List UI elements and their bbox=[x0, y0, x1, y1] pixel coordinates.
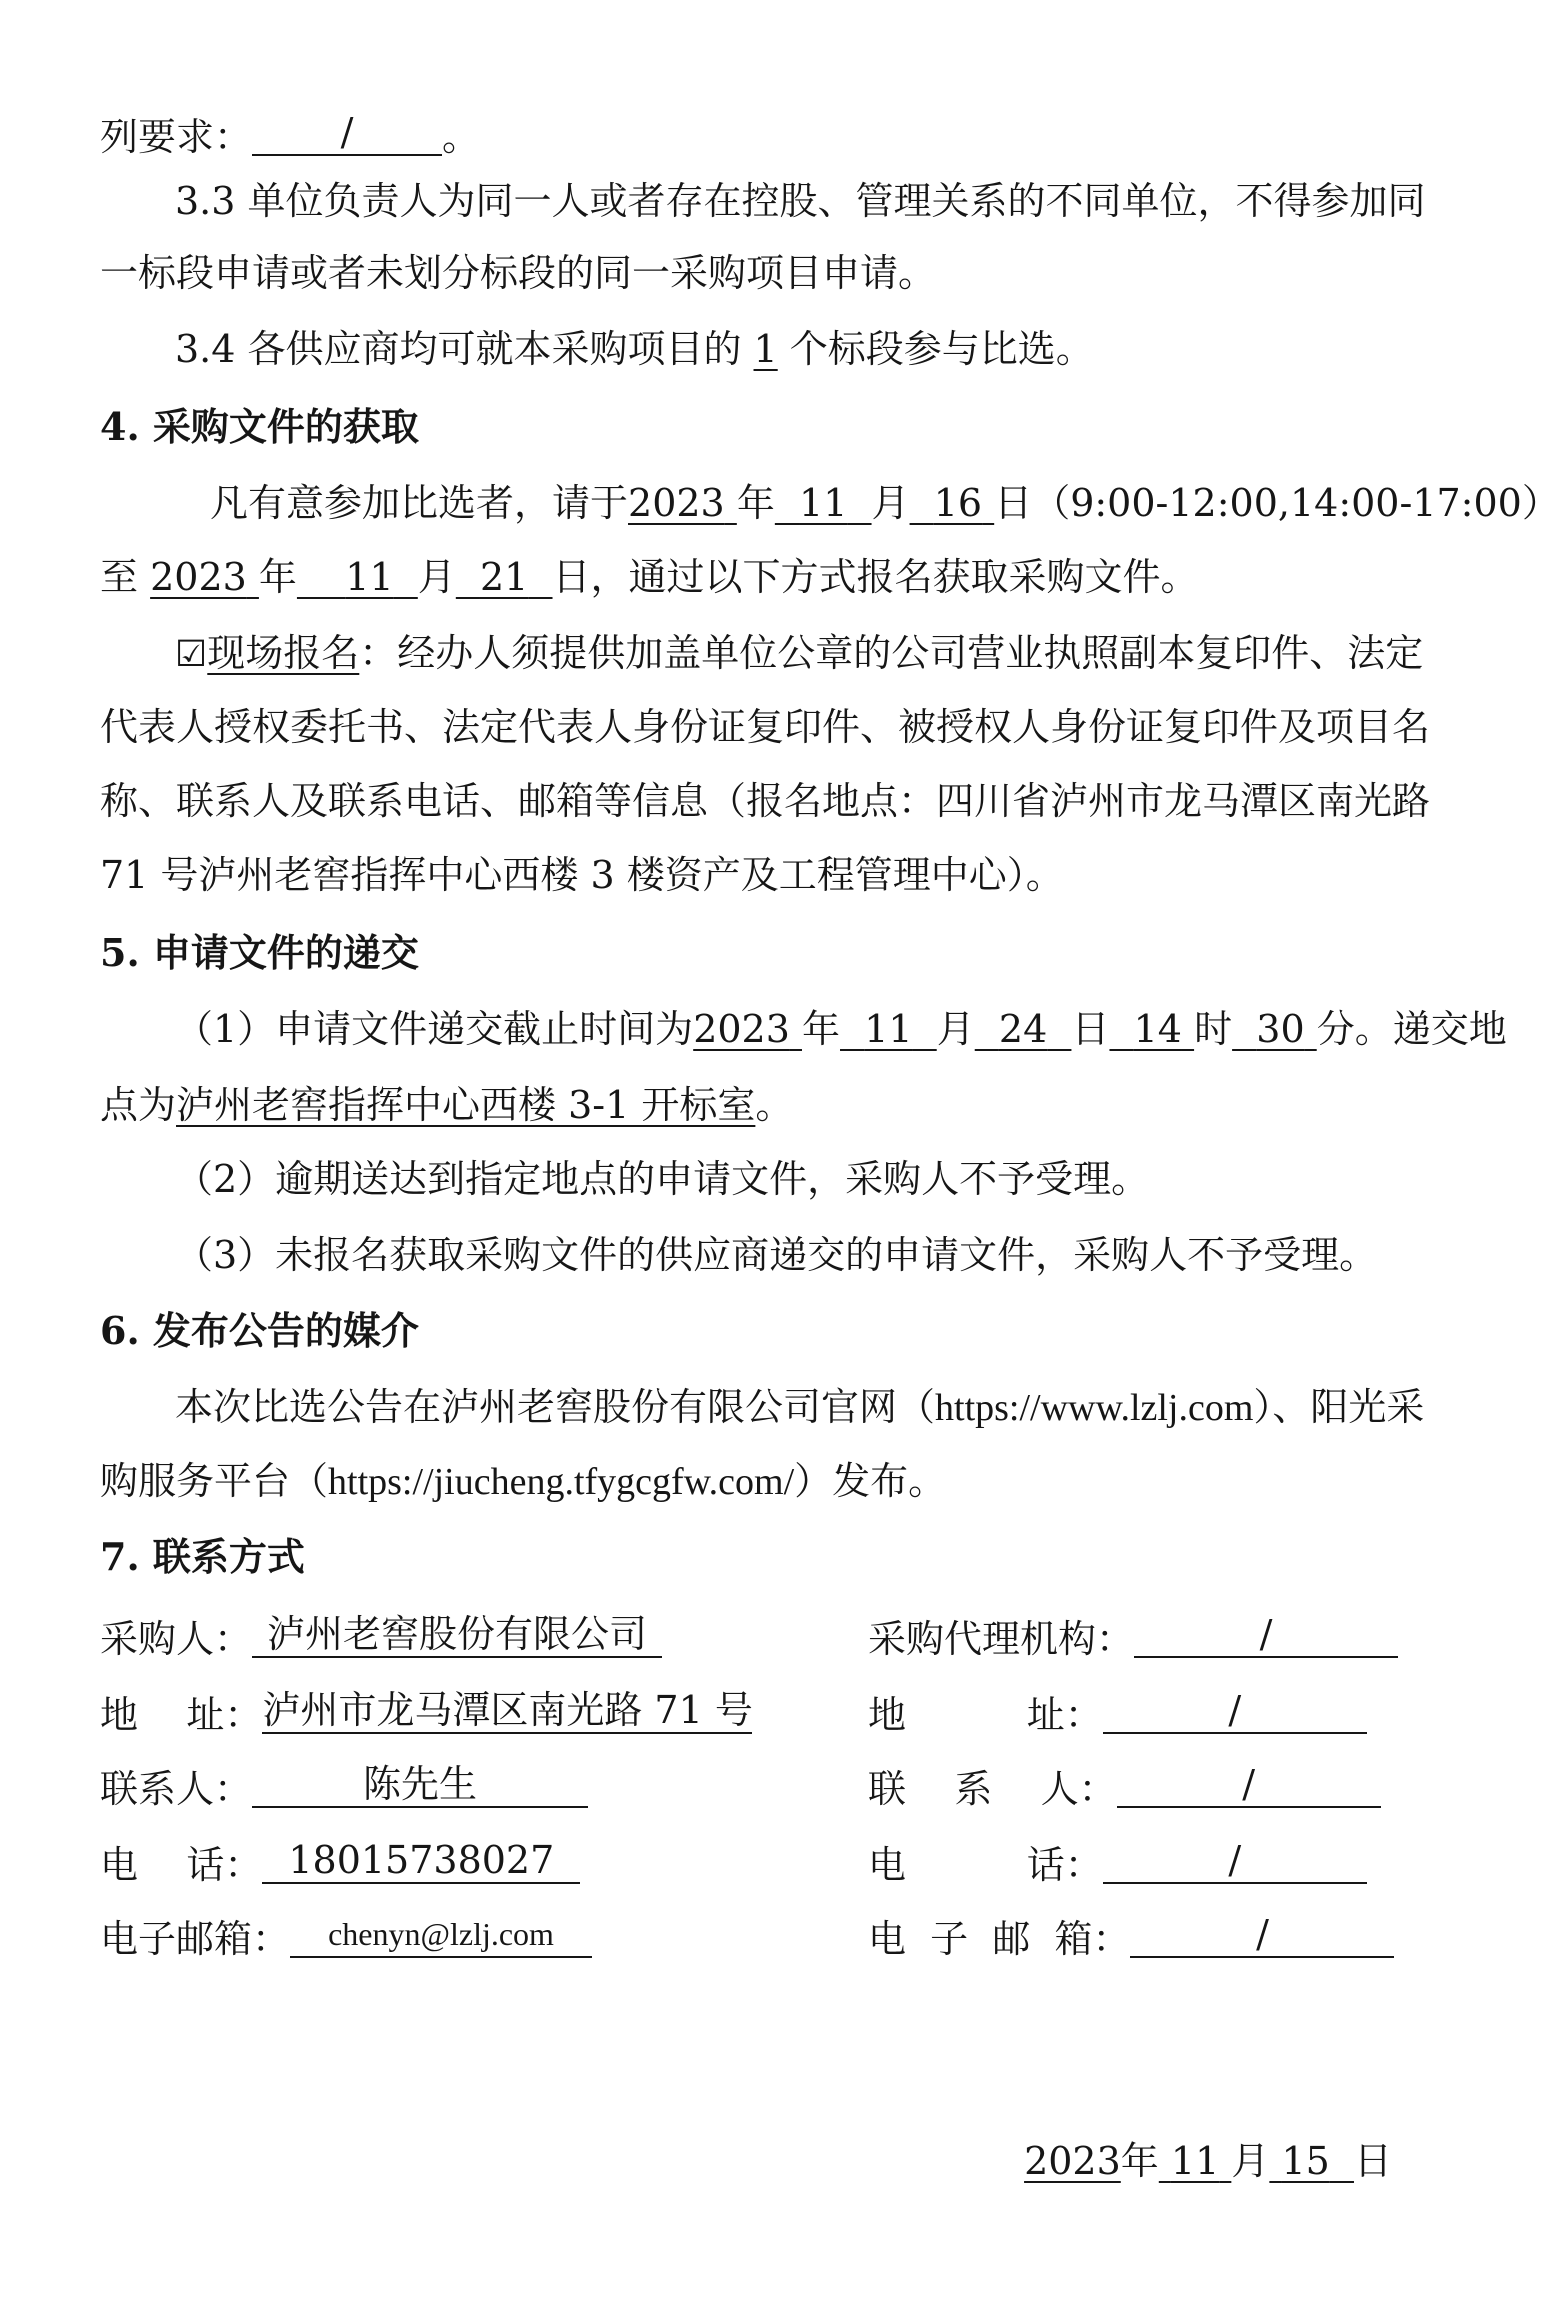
section4-end-day: 21 bbox=[479, 555, 529, 599]
section5-ri: 日 bbox=[1071, 1007, 1110, 1051]
agency-address-value: / bbox=[1103, 1688, 1367, 1734]
agency-phone-label: 电 话： bbox=[868, 1843, 1103, 1887]
item-3-3-line2: 一标段申请或者未划分标段的同一采购项目申请。 bbox=[100, 251, 937, 295]
section4-ri: 日 bbox=[994, 481, 1033, 525]
section5-year: 2023 bbox=[693, 1007, 790, 1051]
section4-start-month-wrap bbox=[775, 481, 872, 525]
section5-p1-l2-end: 。 bbox=[755, 1083, 794, 1127]
section5-heading: 5. 申请文件的递交 bbox=[100, 930, 419, 975]
section4-start-month: 11 bbox=[799, 481, 848, 525]
section5-minute-wrap bbox=[1232, 1007, 1317, 1051]
email-label: 电子邮箱： bbox=[100, 1917, 291, 1961]
section6-url1: https://www.lzlj.com bbox=[935, 1387, 1254, 1429]
section4-onsite-line2: 代表人授权委托书、法定代表人身份证复印件、被授权人身份证复印件及项目名 bbox=[100, 705, 1431, 749]
item-3-3-line1: 3.3 单位负责人为同一人或者存在控股、管理关系的不同单位，不得参加同 bbox=[175, 179, 1426, 223]
section4-end-yue: 月 bbox=[417, 555, 456, 599]
section4-nian: 年 bbox=[736, 481, 775, 525]
agency-email-row bbox=[868, 1912, 1394, 1961]
contact-row bbox=[100, 1762, 588, 1811]
section5-p1-line1 bbox=[175, 1007, 1507, 1051]
section6-l1-b: ）、阳光采 bbox=[1253, 1385, 1425, 1429]
para-continue-prefix: 列要求： bbox=[100, 115, 253, 159]
purchaser-label: 采购人： bbox=[100, 1617, 253, 1661]
section7-heading: 7. 联系方式 bbox=[100, 1534, 305, 1579]
section5-yue: 月 bbox=[936, 1007, 975, 1051]
section5-p1-l2-a: 点为 bbox=[100, 1083, 177, 1127]
section4-start-day-wrap bbox=[910, 481, 995, 525]
section4-p1-line2 bbox=[100, 555, 1199, 599]
agency-phone-value: / bbox=[1103, 1838, 1367, 1884]
phone-row bbox=[100, 1838, 580, 1887]
section5-place: 泸州老窖指挥中心西楼 3-1 开标室 bbox=[176, 1083, 756, 1127]
section4-zhi: 至 bbox=[100, 555, 139, 599]
date-day-wrap bbox=[1269, 2139, 1354, 2183]
section5-hour: 14 bbox=[1133, 1007, 1182, 1051]
section5-p1-line2 bbox=[100, 1083, 794, 1127]
section4-start-year: 2023 bbox=[628, 481, 725, 525]
section6-line2 bbox=[100, 1459, 947, 1503]
item-3-4-suffix: 个标段参与比选。 bbox=[789, 327, 1094, 371]
phone-label: 电 话： bbox=[100, 1843, 263, 1887]
section5-nian: 年 bbox=[802, 1007, 841, 1051]
address-label: 地 址： bbox=[100, 1693, 263, 1737]
section5-minute: 30 bbox=[1256, 1007, 1305, 1051]
purchaser-row bbox=[100, 1612, 662, 1661]
section4-onsite-line3: 称、联系人及联系电话、邮箱等信息（报名地点：四川省泸州市龙马潭区南光路 bbox=[100, 779, 1431, 823]
section4-hours: （9:00-12:00,14:00-17:00） bbox=[1032, 481, 1560, 525]
date-day: 15 bbox=[1281, 2139, 1330, 2183]
section4-onsite-l1: ：经办人须提供加盖单位公章的公司营业执照副本复印件、法定 bbox=[359, 631, 1424, 675]
date-month-wrap bbox=[1159, 2139, 1232, 2183]
agency-email-value: / bbox=[1130, 1912, 1394, 1958]
section4-end-month-wrap bbox=[297, 555, 418, 599]
section5-p2: （2）逾期送达到指定地点的申请文件，采购人不予受理。 bbox=[175, 1157, 1150, 1201]
agency-phone-row bbox=[868, 1838, 1367, 1887]
section4-p1-text: 凡有意参加比选者，请于 bbox=[210, 481, 629, 525]
agency-value: / bbox=[1134, 1612, 1398, 1658]
agency-contact-value: / bbox=[1117, 1762, 1381, 1808]
section5-day: 24 bbox=[998, 1007, 1048, 1051]
section6-l1-a: 本次比选公告在泸州老窖股份有限公司官网（ bbox=[175, 1385, 936, 1429]
section5-day-wrap bbox=[975, 1007, 1072, 1051]
date-year: 2023 bbox=[1024, 2139, 1121, 2183]
section4-heading: 4. 采购文件的获取 bbox=[100, 404, 419, 449]
section5-month-wrap bbox=[840, 1007, 937, 1051]
para-continue bbox=[100, 110, 481, 159]
item-3-4-prefix: 3.4 各供应商均可就本采购项目的 bbox=[175, 327, 742, 371]
phone-value: 18015738027 bbox=[262, 1838, 580, 1884]
section6-url2: https://jiucheng.tfygcgfw.com/ bbox=[328, 1461, 795, 1503]
contact-label: 联系人： bbox=[100, 1767, 253, 1811]
item-3-4-count: 1 bbox=[753, 327, 778, 371]
agency-label: 采购代理机构： bbox=[868, 1617, 1135, 1661]
section5-fen-tail: 分。递交地 bbox=[1316, 1007, 1507, 1051]
para-continue-suffix: 。 bbox=[442, 115, 481, 159]
para-continue-blank: / bbox=[252, 110, 442, 156]
email-row bbox=[100, 1912, 592, 1961]
section6-l2-a: 购服务平台（ bbox=[100, 1459, 329, 1503]
checkbox-checked-icon: ☑ bbox=[175, 634, 208, 675]
email-value: chenyn@lzlj.com bbox=[290, 1912, 592, 1958]
agency-contact-row bbox=[868, 1762, 1381, 1811]
section4-onsite-line4: 71 号泸州老窖指挥中心西楼 3 楼资产及工程管理中心）。 bbox=[100, 853, 1064, 897]
section4-end-nian: 年 bbox=[258, 555, 297, 599]
section5-p3: （3）未报名获取采购文件的供应商递交的申请文件，采购人不予受理。 bbox=[175, 1233, 1378, 1277]
section5-month: 11 bbox=[864, 1007, 913, 1051]
section4-end-day-wrap bbox=[456, 555, 553, 599]
section4-onsite-label: 现场报名 bbox=[207, 631, 360, 675]
contact-value: 陈先生 bbox=[252, 1762, 588, 1808]
document-date bbox=[1024, 2139, 1392, 2183]
section6-l2-b: ）发布。 bbox=[794, 1459, 947, 1503]
agency-address-label: 地 址： bbox=[868, 1693, 1103, 1737]
date-yue: 月 bbox=[1231, 2139, 1270, 2183]
agency-address-row bbox=[868, 1688, 1367, 1737]
section6-line1 bbox=[175, 1385, 1425, 1429]
address-value: 泸州市龙马潭区南光路 71 号 bbox=[262, 1688, 753, 1732]
item-3-4 bbox=[175, 327, 1094, 371]
section4-yue: 月 bbox=[871, 481, 910, 525]
agency-contact-label: 联 系 人： bbox=[868, 1767, 1117, 1811]
section5-p1-text: （1）申请文件递交截止时间为 bbox=[175, 1007, 694, 1051]
date-ri: 日 bbox=[1353, 2139, 1392, 2183]
address-row bbox=[100, 1688, 753, 1737]
section4-p1-end: 日，通过以下方式报名获取采购文件。 bbox=[552, 555, 1199, 599]
section4-onsite-line1 bbox=[175, 631, 1424, 675]
section5-shi: 时 bbox=[1194, 1007, 1233, 1051]
agency-email-label: 电 子 邮 箱： bbox=[868, 1917, 1131, 1961]
date-nian: 年 bbox=[1120, 2139, 1159, 2183]
date-month: 11 bbox=[1170, 2139, 1220, 2183]
purchaser-value: 泸州老窖股份有限公司 bbox=[252, 1612, 662, 1658]
section4-end-year: 2023 bbox=[150, 555, 247, 599]
agency-row bbox=[868, 1612, 1398, 1661]
section4-p1-line1 bbox=[210, 481, 1560, 525]
section5-hour-wrap bbox=[1109, 1007, 1194, 1051]
section6-heading: 6. 发布公告的媒介 bbox=[100, 1308, 419, 1353]
section4-start-day: 16 bbox=[933, 481, 983, 525]
section4-end-month: 11 bbox=[345, 555, 394, 599]
